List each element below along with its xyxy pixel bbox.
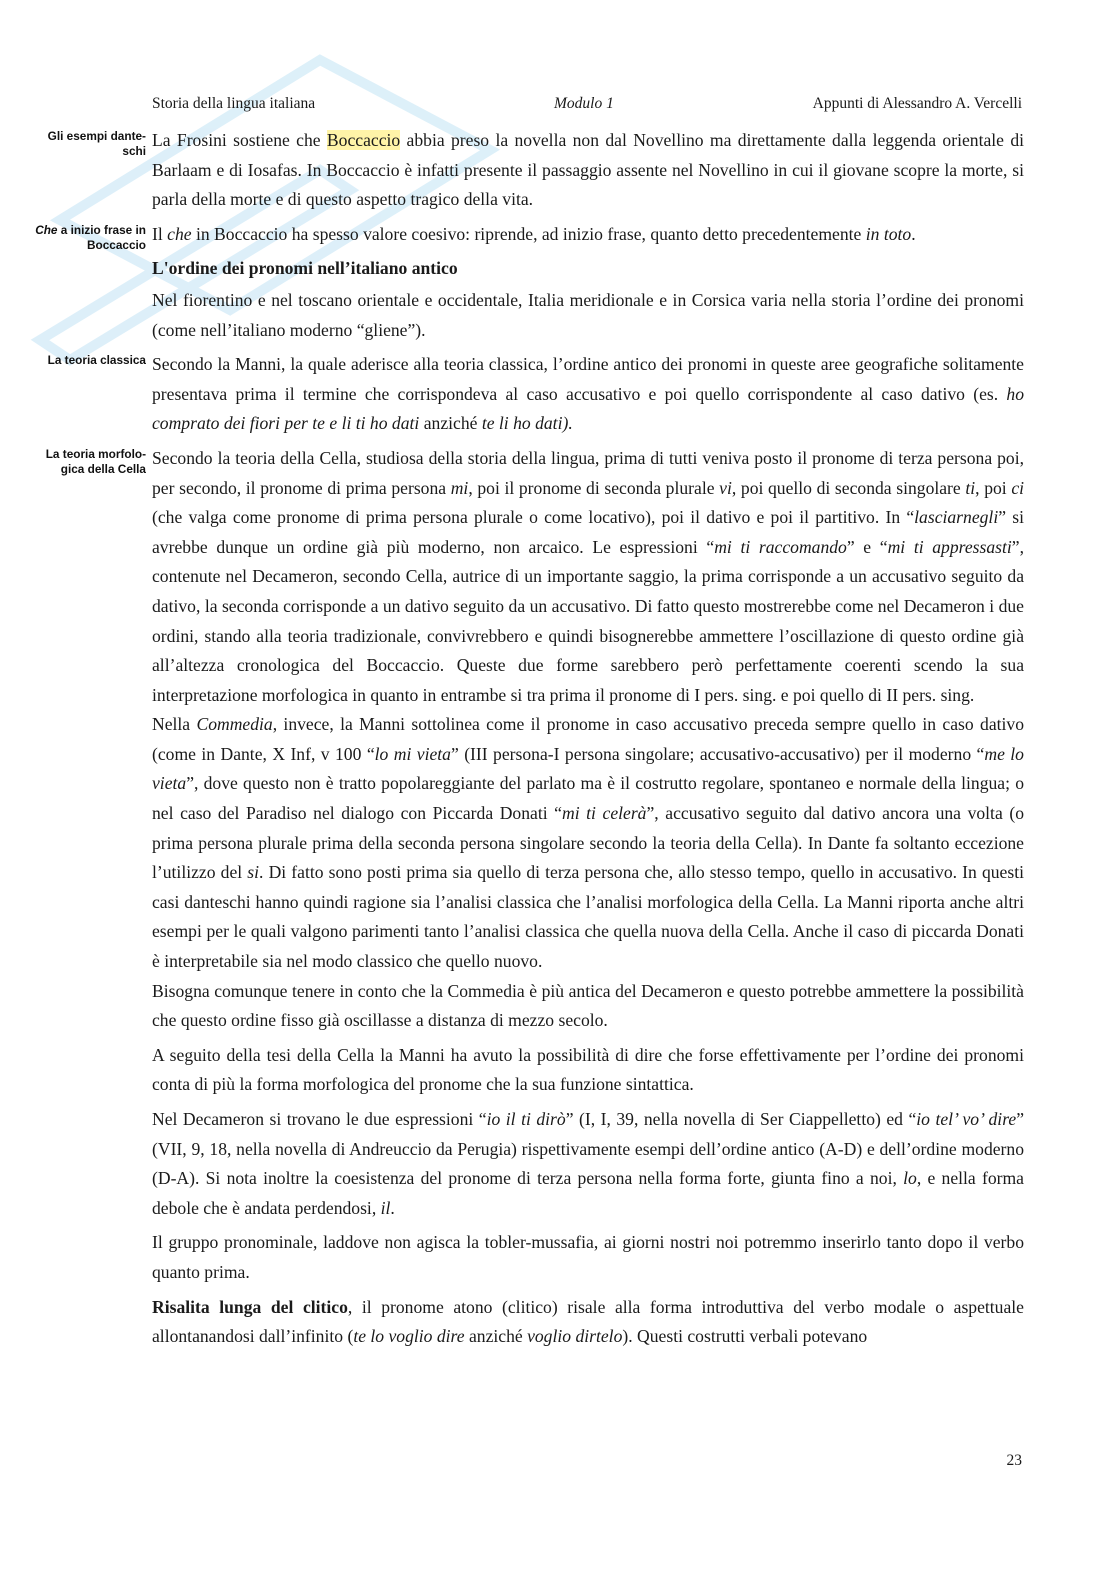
- margin-note-cella: La teoria morfolo-gica della Cella: [45, 446, 146, 476]
- section-heading: L'ordine dei pronomi nell’italiano antico: [152, 258, 458, 279]
- paragraph-risalita: Risalita lunga del clitico, il pronome atono (clitico) risale alla forma introduttiva del verbo modale o aspettuale allontanandosi dall’infinito (te lo voglio dire anziché voglio dirtelo). Questi costrutti verbali potevano: [152, 1296, 1024, 1347]
- header-course-title: Storia della lingua italiana: [152, 95, 316, 112]
- paragraph-commedia-antica: Bisogna comunque tenere in conto che la Commedia è più antica del Decameron e questo potrebbe ammettere la possibilità che questo ordine fisso già oscillasse a distanza di mezzo secolo.: [152, 980, 1024, 1031]
- paragraph-pronomi: Nel fiorentino e nel toscano orientale e occidentale, Italia meridionale e in Corsica varia nella storia l’ordine dei pronomi (come nell’italiano moderno “gliene”).: [152, 289, 1024, 340]
- paragraph-frosini: Gli esempi dante-schi La Frosini sostiene che Boccaccio abbia preso la novella non dal Novellino ma direttamente dalla leggenda orientale di Barlaam e di Iosafas. In Boccaccio è infatti presente il passaggio assente nel Novellino in cui il giovane scopre la morte, si parla della morte e di questo aspetto tragico della vita.: [152, 126, 1024, 215]
- paragraph-tesi-cella: A seguito della tesi della Cella la Manni ha avuto la possibilità di dire che forse effettivamente per l’ordine dei pronomi conta di più la forma morfologica del pronome che la sua funzione sintattica.: [152, 1044, 1024, 1095]
- page-number: 23: [1006, 1452, 1022, 1469]
- paragraph-cella: La teoria morfolo-gica della Cella Secondo la teoria della Cella, studiosa della storia della lingua, prima di tutti veniva posto il pronome di terza persona poi, per secondo, il pronome di prima persona mi, poi il pronome di seconda plurale vi, poi quello di seconda singolare ti, poi ci (che valga come pronome di prima persona plurale o come locativo), poi il dativo e poi il partitivo. In “lasciarnegli” si avrebbe dunque un ordine già più moderno, non arcaico. Le espressioni “mi ti raccomando” e “mi ti appressasti”, contenute nel Decameron, secondo Cella, autrice di un importante saggio, la prima corrisponde a un accusativo seguito da dativo, la seconda corrisponde a un dativo seguito da un accusativo. Di fatto questo mostrerebbe come nel Decameron i due ordini, stando alla teoria tradizionale, convivrebbero e quindi bisognerebbe ammettere l’oscillazione di questo ordine già all’altezza cronologica del Boccaccio. Queste due forme sarebbero però perfettamente coerenti scendo la sua interpretazione morfologica in quanto in entrambe si tra prima il pronome di I pers. sing. e poi quello di II pers. sing.: [152, 444, 1024, 710]
- header-module: Modulo 1: [554, 95, 614, 112]
- paragraph-decameron: Nel Decameron si trovano le due espressioni “io il ti dirò” (I, I, 39, nella novella di Ser Ciappelletto) ed “io tel’ vo’ dire” (VII, 9, 18, nella novella di Andreuccio da Perugia) rispettivamente esempi dell’ordine antico (A-D) e dell’ordine moderno (D-A). Si nota inoltre la coesistenza del pronome di terza persona nella forma forte, giunta fino a noi, lo, e nella forma debole che è andata perdendosi, il.: [152, 1109, 1025, 1218]
- header-author: Appunti di Alessandro A. Vercelli: [812, 95, 1022, 112]
- main-text: [35, 126, 1025, 1352]
- margin-note-che: Che a inizio frase in Boccaccio: [35, 222, 146, 252]
- margin-note-dante: Gli esempi dante-schi: [47, 129, 146, 158]
- highlight-boccaccio: Boccaccio: [326, 130, 401, 150]
- paragraph-commedia: Nella Commedia, invece, la Manni sottolinea come il pronome in caso accusativo preceda sempre quello in caso dativo (come in Dante, X Inf, v 100 “lo mi vieta” (III persona-I persona singolare; accusativo-accusativo) per il moderno “me lo vieta”, dove questo non è tratto popolareggiante del parlato ma è il costrutto regolare, spontaneo e normale della lingua; o nel caso del Paradiso nel dialogo con Piccarda Donati “mi ti celerà”, accusativo seguito dal dativo ancora una volta (o prima persona plurale prima della seconda persona singolare secondo la teoria della Cella). In Dante fa soltanto eccezione l’utilizzo del si. Di fatto sono posti prima sia quello di terza persona che, allo stesso tempo, quello in accusativo. In questi casi danteschi hanno quindi ragione sia l’analisi classica che l’analisi morfologica della Cella. La Manni riporta anche altri esempi per le quali valgono parimenti tanto l’analisi classica che quella nuova della Cella. Anche il caso di piccarda Donati è interpretabile sia nel modo classico che quello nuovo.: [152, 714, 1025, 972]
- paragraph-gruppo-pronominale: Il gruppo pronominale, laddove non agisca la tobler-mussafia, ai giorni nostri noi potremmo inserirlo tanto dopo il verbo quanto prima.: [152, 1232, 1024, 1282]
- page-header: [152, 95, 1022, 117]
- paragraph-manni: La teoria classica Secondo la Manni, la quale aderisce alla teoria classica, l’ordine antico dei pronomi in queste aree geografiche solitamente presentava prima il termine che corrispondeva al caso accusativo e poi quello corrispondente al caso dativo (es. ho comprato dei fiori per te e li ti ho dati anziché te li ho dati).: [152, 350, 1024, 439]
- paragraph-che: Che a inizio frase in Boccaccio Il che in Boccaccio ha spesso valore coesivo: riprende, ad inizio frase, quanto detto precedentemente in toto.: [152, 220, 1024, 250]
- margin-note-classica: La teoria classica: [47, 353, 146, 368]
